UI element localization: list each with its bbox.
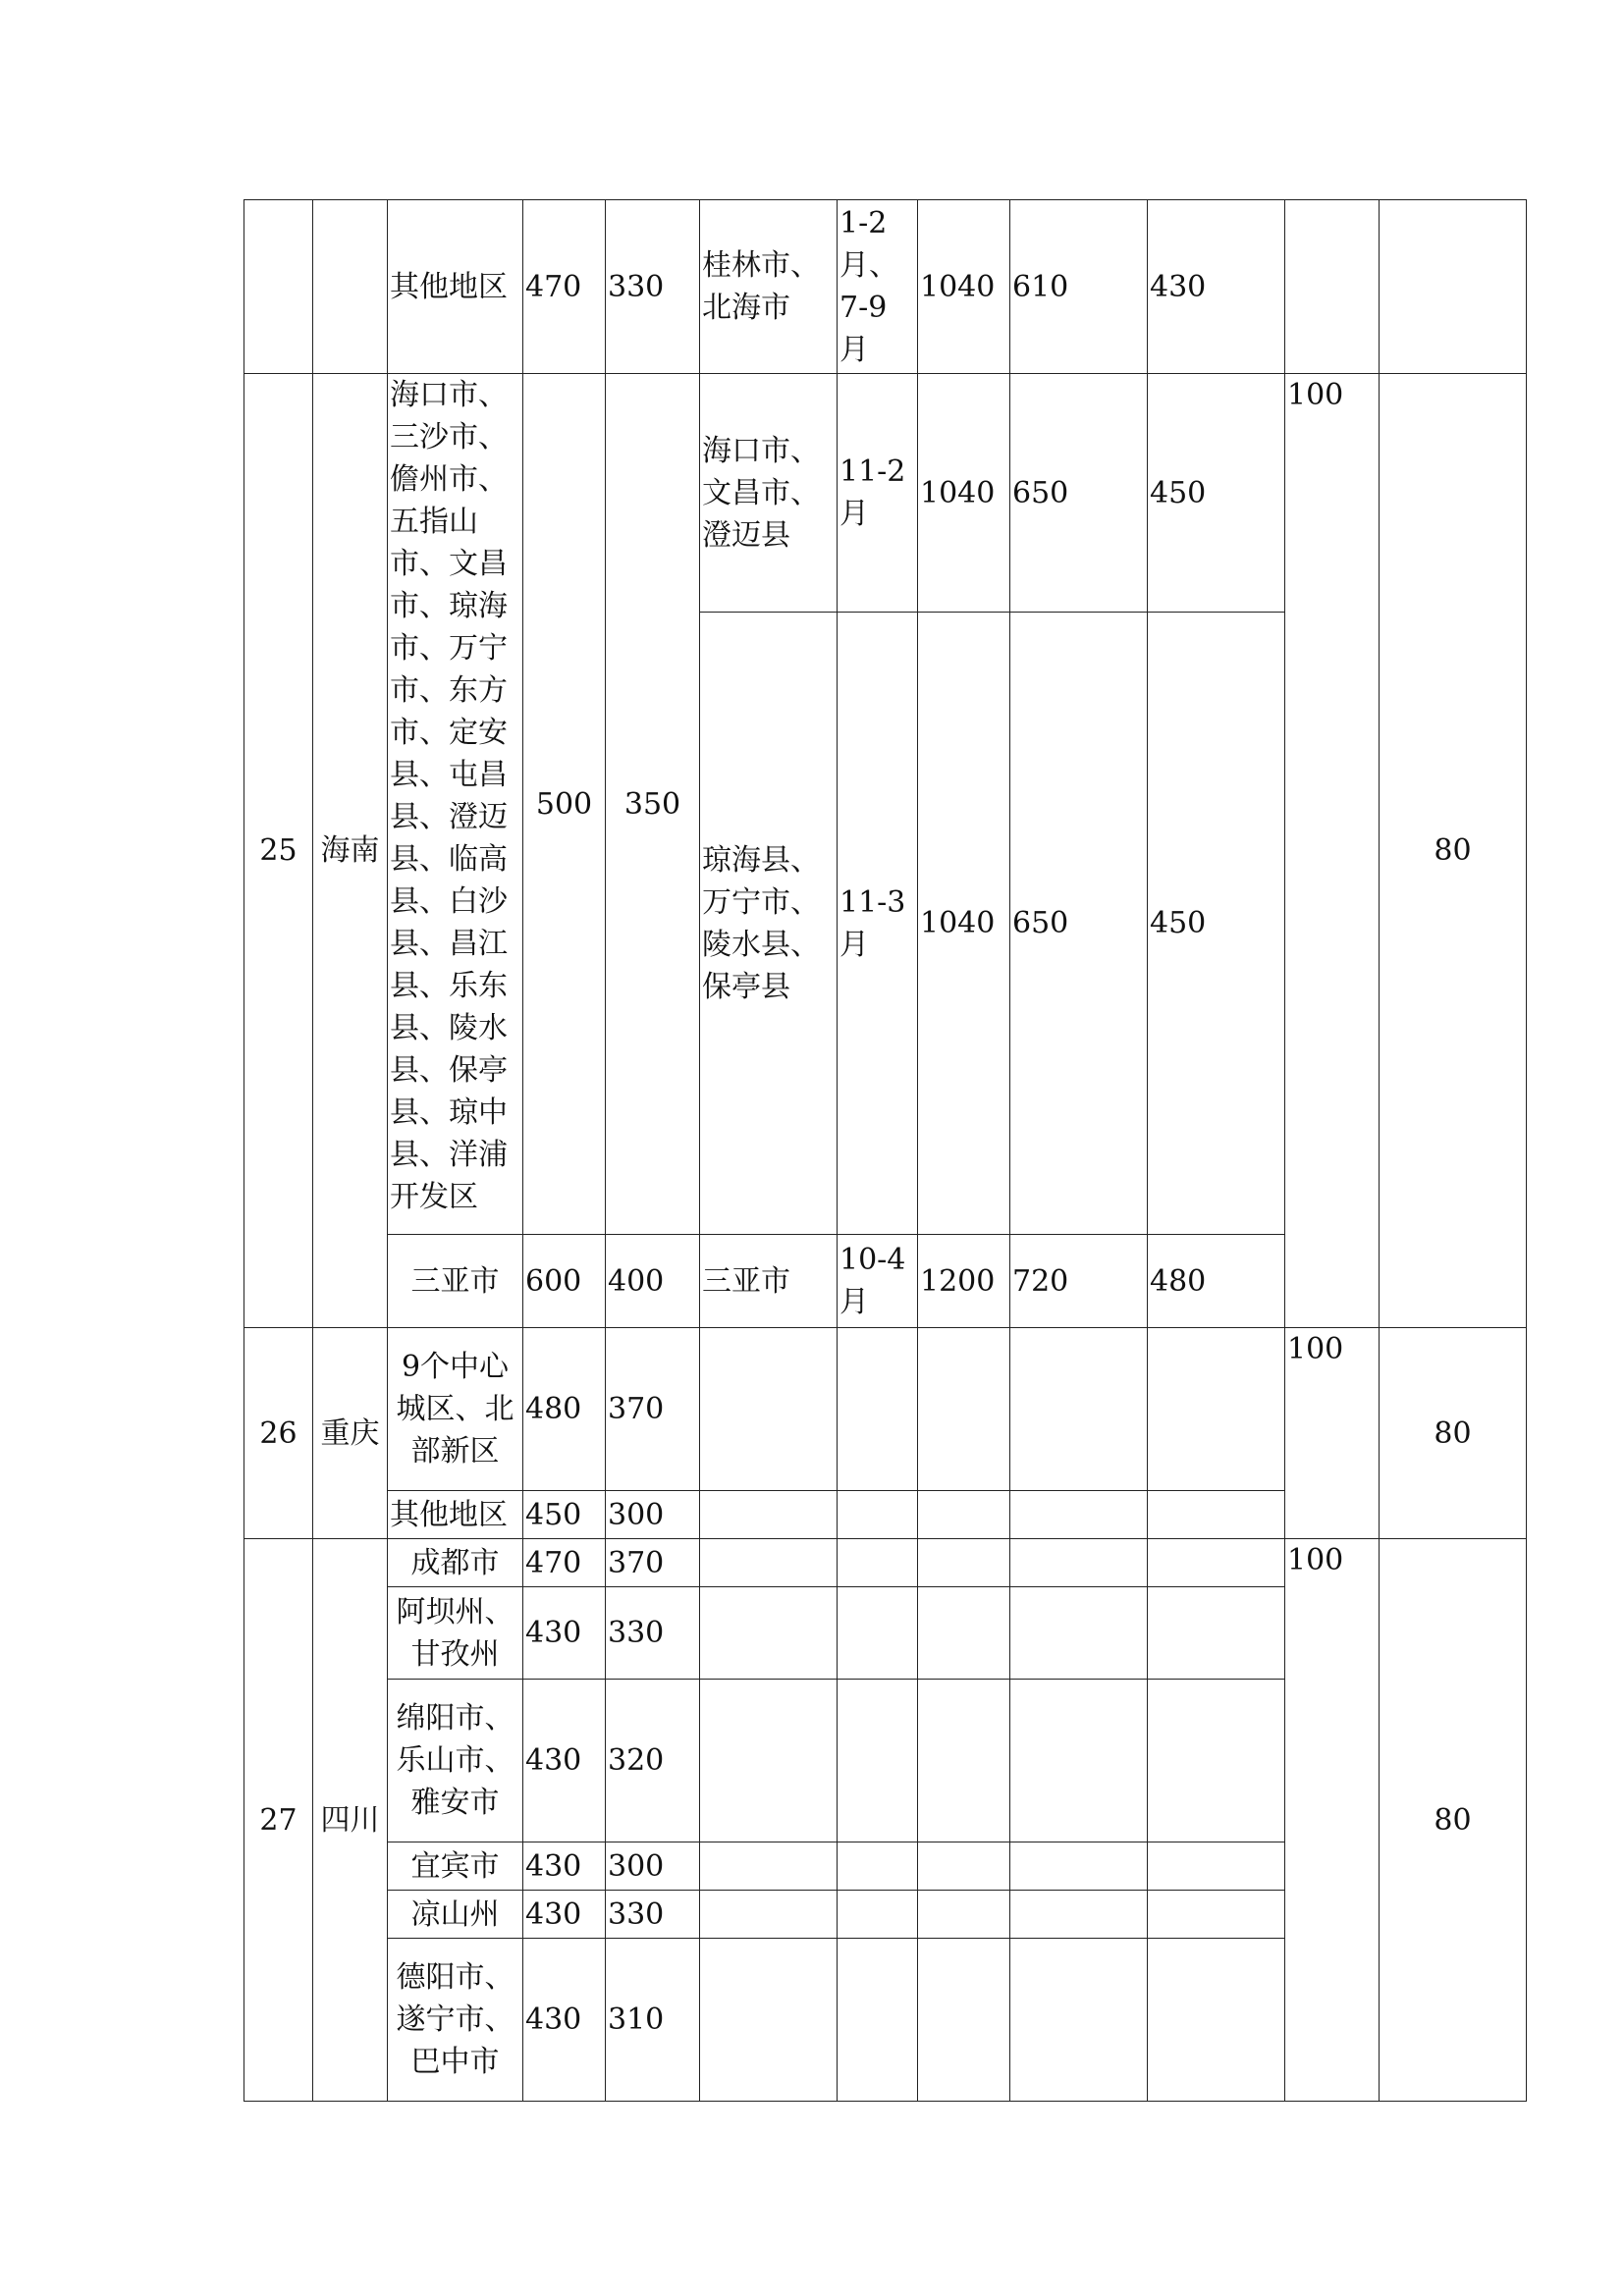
table-cell (918, 1491, 1010, 1539)
allowance-standard-table (244, 199, 1527, 2102)
peak-standard-cell: 650 (1010, 374, 1148, 613)
misc-fee-cell: 100 (1285, 374, 1380, 1328)
accommodation-standard-cell: 500 (523, 374, 606, 1235)
region-cell: 海口市、三沙市、儋州市、五指山市、文昌市、琼海市、万宁市、东方市、定安县、屯昌县、澄迈县、临高县、白沙县、昌江县、乐东县、陵水县、保亭县、琼中县、洋浦开发区 (388, 374, 523, 1235)
table-cell (1010, 1328, 1148, 1491)
peak-standard-cell: 720 (1010, 1235, 1148, 1328)
peak-season-cell: 11-3月 (838, 613, 918, 1235)
region-cell: 其他地区 (388, 200, 523, 374)
table-cell (918, 1328, 1010, 1491)
table-cell (244, 200, 313, 374)
row-number-cell: 26 (244, 1328, 313, 1539)
table-cell (1148, 1891, 1285, 1939)
region-cell: 宜宾市 (388, 1842, 523, 1891)
table-cell (1380, 200, 1527, 374)
table-cell (918, 1539, 1010, 1587)
table-cell (700, 1939, 838, 2102)
province-cell: 四川 (313, 1539, 388, 2102)
table-cell (1010, 1891, 1148, 1939)
table-cell (1148, 1491, 1285, 1539)
misc-fee-cell: 100 (1285, 1539, 1380, 2102)
table-cell (700, 1842, 838, 1891)
peak-standard-cell: 1040 (918, 374, 1010, 613)
accommodation-standard-cell: 430 (523, 1680, 606, 1842)
accommodation-standard-cell: 430 (523, 1587, 606, 1680)
peak-standard-cell: 450 (1148, 374, 1285, 613)
table-cell (1010, 1491, 1148, 1539)
accommodation-standard-cell: 480 (523, 1328, 606, 1491)
peak-standard-cell: 450 (1148, 613, 1285, 1235)
table-cell (1148, 1680, 1285, 1842)
accommodation-standard-cell: 430 (523, 1939, 606, 2102)
region-cell: 其他地区 (388, 1491, 523, 1539)
misc-fee-cell: 100 (1285, 1328, 1380, 1539)
accommodation-standard-cell: 370 (606, 1328, 700, 1491)
peak-standard-cell: 610 (1010, 200, 1148, 374)
accommodation-standard-cell: 330 (606, 1587, 700, 1680)
table-cell (1010, 1587, 1148, 1680)
table-cell (1010, 1539, 1148, 1587)
region-cell: 9个中心城区、北部新区 (388, 1328, 523, 1491)
row-number-cell: 27 (244, 1539, 313, 2102)
region-cell: 德阳市、遂宁市、巴中市 (388, 1939, 523, 2102)
table-cell (700, 1491, 838, 1539)
region-cell: 阿坝州、甘孜州 (388, 1587, 523, 1680)
table-cell (838, 1491, 918, 1539)
table-cell (1148, 1939, 1285, 2102)
peak-region-cell: 琼海县、万宁市、陵水县、保亭县 (700, 613, 838, 1235)
peak-region-cell: 桂林市、北海市 (700, 200, 838, 374)
transport-fee-cell: 80 (1380, 1539, 1527, 2102)
table-cell (918, 1939, 1010, 2102)
accommodation-standard-cell: 350 (606, 374, 700, 1235)
table-cell (1148, 1842, 1285, 1891)
table-row (244, 1539, 1527, 1587)
accommodation-standard-cell: 300 (606, 1491, 700, 1539)
accommodation-standard-cell: 430 (523, 1842, 606, 1891)
table-cell (838, 1939, 918, 2102)
province-cell: 重庆 (313, 1328, 388, 1539)
peak-season-cell: 1-2月、7-9月 (838, 200, 918, 374)
region-cell: 成都市 (388, 1539, 523, 1587)
transport-fee-cell: 80 (1380, 1328, 1527, 1539)
accommodation-standard-cell: 450 (523, 1491, 606, 1539)
table-cell (700, 1539, 838, 1587)
accommodation-standard-cell: 430 (523, 1891, 606, 1939)
accommodation-standard-cell: 330 (606, 1891, 700, 1939)
peak-season-cell: 11-2月 (838, 374, 918, 613)
table-cell (1010, 1680, 1148, 1842)
table-cell (838, 1680, 918, 1842)
peak-standard-cell: 1040 (918, 613, 1010, 1235)
peak-standard-cell: 1040 (918, 200, 1010, 374)
table-row (244, 1328, 1527, 1491)
peak-standard-cell: 650 (1010, 613, 1148, 1235)
accommodation-standard-cell: 330 (606, 200, 700, 374)
table-cell (918, 1587, 1010, 1680)
table-cell (1148, 1587, 1285, 1680)
table-cell (1285, 200, 1380, 374)
accommodation-standard-cell: 370 (606, 1539, 700, 1587)
accommodation-standard-cell: 470 (523, 1539, 606, 1587)
region-cell: 三亚市 (388, 1235, 523, 1328)
table-cell (700, 1587, 838, 1680)
table-cell (838, 1328, 918, 1491)
table-row (244, 374, 1527, 613)
accommodation-standard-cell: 400 (606, 1235, 700, 1328)
table-cell (838, 1539, 918, 1587)
table-cell (700, 1891, 838, 1939)
accommodation-standard-cell: 320 (606, 1680, 700, 1842)
peak-standard-cell: 480 (1148, 1235, 1285, 1328)
table-cell (1010, 1842, 1148, 1891)
accommodation-standard-cell: 310 (606, 1939, 700, 2102)
peak-season-cell: 10-4月 (838, 1235, 918, 1328)
row-number-cell: 25 (244, 374, 313, 1328)
table-cell (313, 200, 388, 374)
table-row (244, 200, 1527, 374)
transport-fee-cell: 80 (1380, 374, 1527, 1328)
table-cell (1010, 1939, 1148, 2102)
peak-region-cell: 海口市、文昌市、澄迈县 (700, 374, 838, 613)
province-cell: 海南 (313, 374, 388, 1328)
table-cell (918, 1842, 1010, 1891)
accommodation-standard-cell: 300 (606, 1842, 700, 1891)
region-cell: 凉山州 (388, 1891, 523, 1939)
table-cell (700, 1680, 838, 1842)
region-cell: 绵阳市、乐山市、雅安市 (388, 1680, 523, 1842)
peak-standard-cell: 430 (1148, 200, 1285, 374)
table-cell (700, 1328, 838, 1491)
table-cell (918, 1680, 1010, 1842)
table-cell (1148, 1539, 1285, 1587)
table-cell (838, 1587, 918, 1680)
peak-standard-cell: 1200 (918, 1235, 1010, 1328)
accommodation-standard-cell: 470 (523, 200, 606, 374)
table-cell (1148, 1328, 1285, 1491)
table-cell (838, 1842, 918, 1891)
accommodation-standard-cell: 600 (523, 1235, 606, 1328)
peak-region-cell: 三亚市 (700, 1235, 838, 1328)
table-cell (838, 1891, 918, 1939)
table-cell (918, 1891, 1010, 1939)
